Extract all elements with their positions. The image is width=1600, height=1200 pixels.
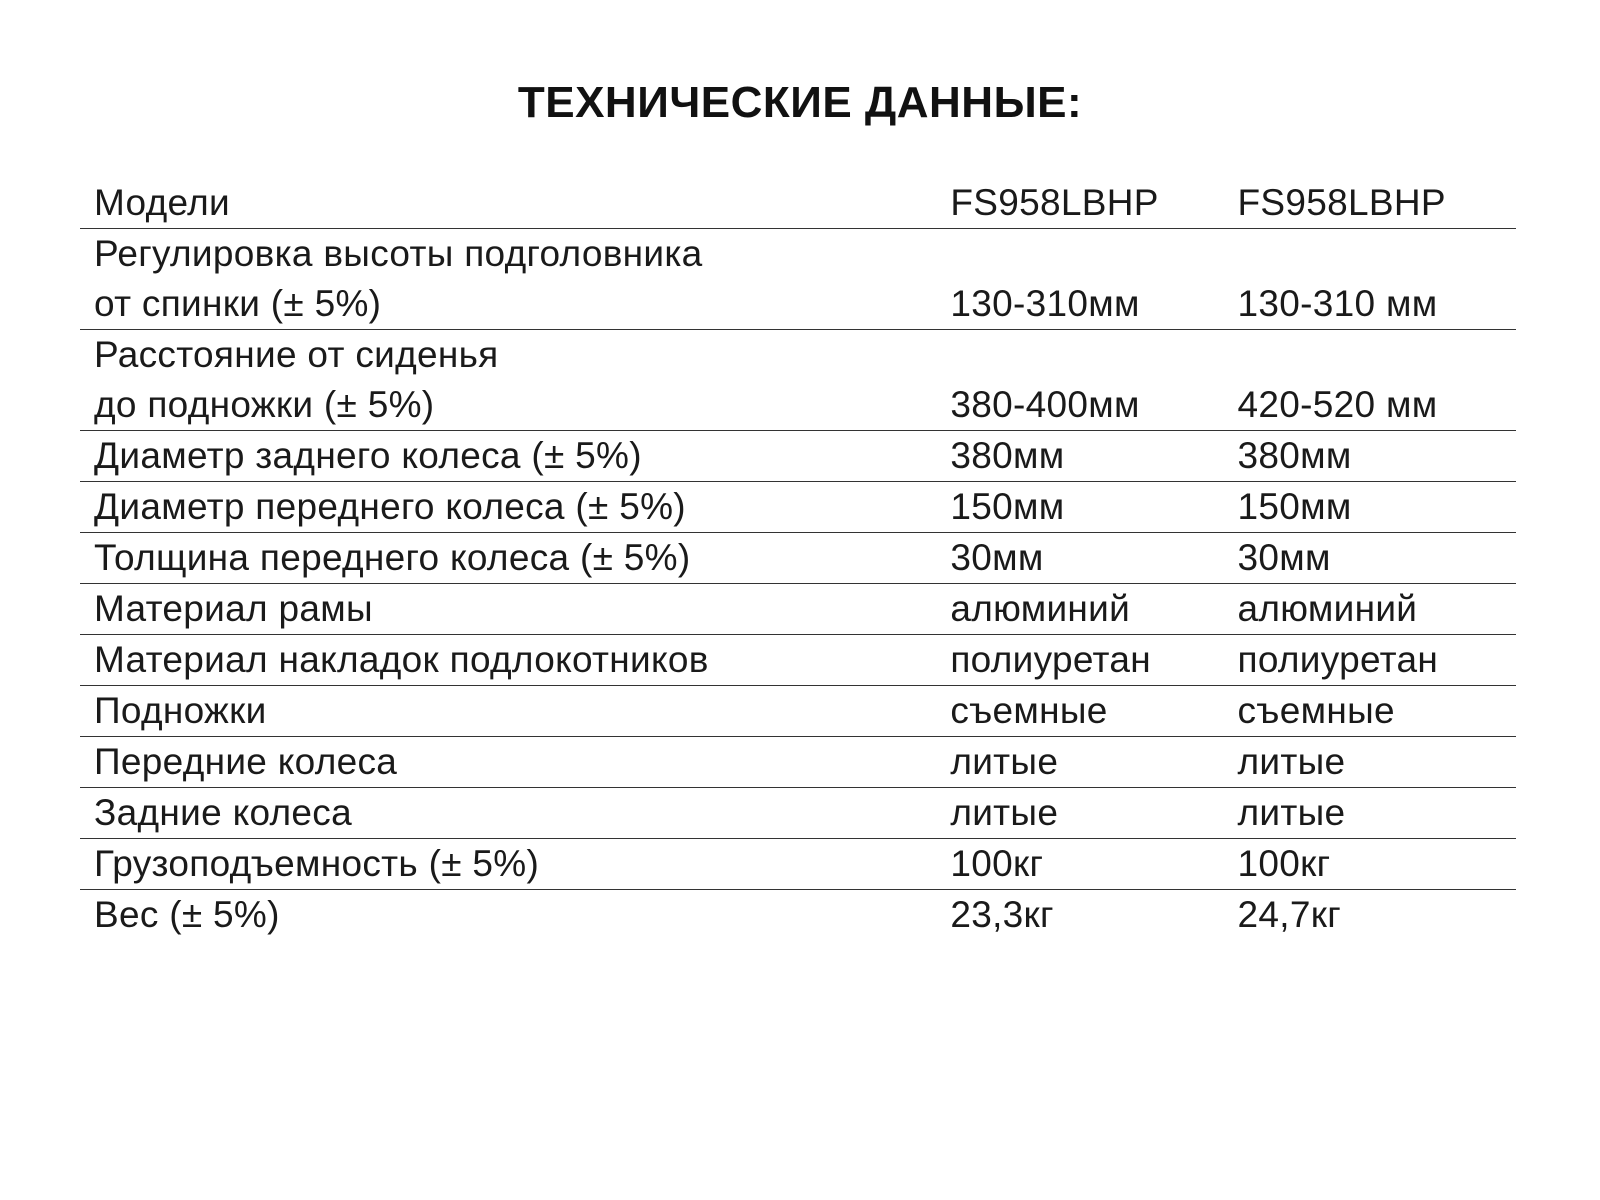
row-value-b: литые — [1238, 737, 1517, 788]
row-label-line: от спинки (± 5%) — [94, 283, 382, 324]
row-value-a: 380мм — [950, 431, 1237, 482]
row-value-b: 100кг — [1238, 839, 1517, 890]
row-value-b: 420-520 мм — [1238, 330, 1517, 431]
row-label: Вес (± 5%) — [94, 894, 280, 935]
table-row — [80, 330, 1516, 431]
row-value-b: 130-310 мм — [1238, 229, 1517, 330]
table-row — [80, 635, 1516, 686]
header-model-a: FS958LBHP — [950, 178, 1237, 229]
table-row — [80, 431, 1516, 482]
row-value-b: литые — [1238, 788, 1517, 839]
row-value-b: 24,7кг — [1237, 894, 1341, 935]
row-value-b: съемные — [1238, 686, 1517, 737]
row-label: Материал накладок подлокотников — [80, 635, 950, 686]
table-row — [80, 890, 1516, 941]
row-value-a: полиуретан — [950, 635, 1237, 686]
table-row — [80, 686, 1516, 737]
row-value-b: 30мм — [1238, 533, 1517, 584]
table-row — [80, 229, 1516, 330]
row-value-a: литые — [950, 788, 1237, 839]
row-value-a: алюминий — [950, 584, 1237, 635]
spec-table — [80, 178, 1516, 940]
page-title: ТЕХНИЧЕСКИЕ ДАННЫЕ: — [517, 78, 1083, 127]
row-label: Передние колеса — [80, 737, 950, 788]
row-value-a: 100кг — [950, 839, 1237, 890]
row-value-a: 30мм — [950, 533, 1237, 584]
row-label: Задние колеса — [80, 788, 950, 839]
row-label — [80, 330, 950, 431]
table-row — [80, 737, 1516, 788]
table-header-row — [80, 178, 1516, 229]
table-row — [80, 839, 1516, 890]
row-label-line: до подножки (± 5%) — [94, 384, 435, 425]
row-label-line: Регулировка высоты подголовника — [94, 233, 703, 274]
table-row — [80, 533, 1516, 584]
table-row — [80, 482, 1516, 533]
table-row — [80, 788, 1516, 839]
row-label: Подножки — [80, 686, 950, 737]
row-label: Толщина переднего колеса (± 5%) — [80, 533, 950, 584]
header-model-b: FS958LBHP — [1238, 178, 1517, 229]
row-label: Материал рамы — [80, 584, 950, 635]
row-value-b: алюминий — [1238, 584, 1517, 635]
row-value-a: 130-310мм — [950, 229, 1237, 330]
row-label: Грузоподъемность (± 5%) — [80, 839, 950, 890]
row-value-a: 380-400мм — [950, 330, 1237, 431]
header-label: Модели — [80, 178, 950, 229]
row-value-a: литые — [950, 737, 1237, 788]
row-value-b: 380мм — [1238, 431, 1517, 482]
row-value-b: 150мм — [1238, 482, 1517, 533]
table-row — [80, 584, 1516, 635]
row-value-a: 150мм — [950, 482, 1237, 533]
row-label: Диаметр переднего колеса (± 5%) — [80, 482, 950, 533]
row-label — [80, 229, 950, 330]
row-label-line: Расстояние от сиденья — [94, 334, 499, 375]
row-label: Диаметр заднего колеса (± 5%) — [80, 431, 950, 482]
row-value-a: съемные — [950, 686, 1237, 737]
row-value-a: 23,3кг — [950, 894, 1054, 935]
row-value-b: полиуретан — [1238, 635, 1517, 686]
